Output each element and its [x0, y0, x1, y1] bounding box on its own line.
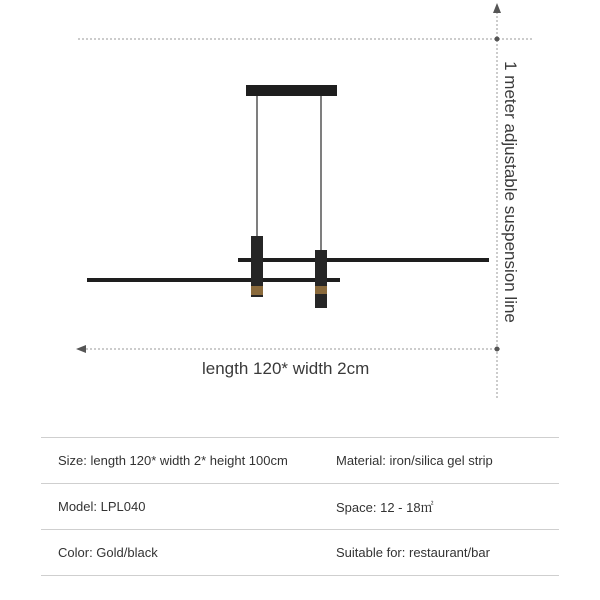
- up-arrow-icon: [493, 3, 501, 13]
- gold-ring-right: [315, 286, 327, 294]
- length-label: length 120* width 2cm: [202, 359, 370, 378]
- cylinder-right: [315, 250, 327, 286]
- spec-row: [41, 483, 559, 529]
- spec-usage: Suitable for: restaurant/bar: [336, 545, 490, 560]
- light-bar-front: [87, 278, 340, 282]
- cylinder-left: [251, 236, 263, 286]
- spec-row: [41, 437, 559, 483]
- spec-model: Model: LPL040: [58, 499, 146, 514]
- dimension-dot-icon: [495, 37, 500, 42]
- ceiling-canopy: [246, 85, 337, 96]
- suspension-label: 1 meter adjustable suspension line: [501, 61, 520, 323]
- left-arrow-icon: [76, 345, 86, 353]
- light-bar-back: [238, 258, 489, 262]
- dimension-dot-icon: [495, 347, 500, 352]
- cylinder-left-cap: [251, 295, 263, 297]
- spec-size: Size: length 120* width 2* height 100cm: [58, 453, 288, 468]
- spec-table: [41, 437, 559, 576]
- cylinder-right-lower: [315, 294, 327, 308]
- gold-ring-left: [251, 286, 263, 295]
- spec-row: [41, 529, 559, 576]
- spec-material: Material: iron/silica gel strip: [336, 453, 493, 468]
- spec-space: Space: 12 - 18㎡: [336, 500, 434, 515]
- spec-color: Color: Gold/black: [58, 545, 158, 560]
